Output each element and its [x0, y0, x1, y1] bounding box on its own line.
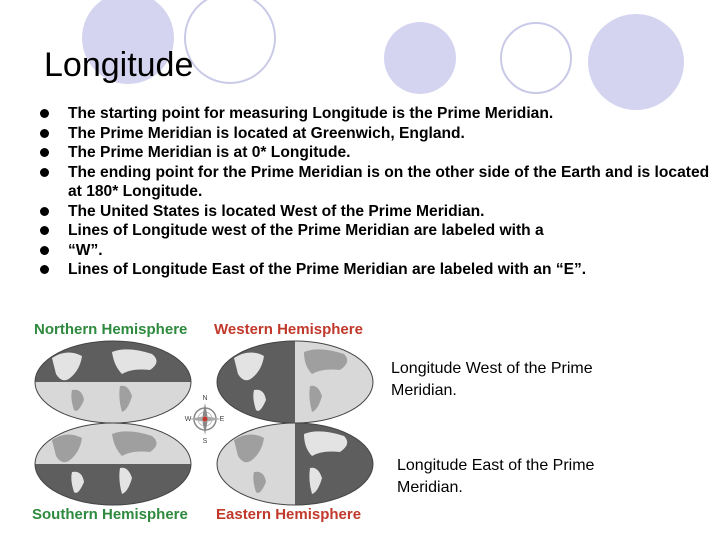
northern-hemisphere-label: Northern Hemisphere — [34, 321, 188, 338]
bullet-text: The ending point for the Prime Meridian is on the other side of the Earth and is located at 180* Longitude. — [68, 163, 710, 200]
list-item — [40, 143, 710, 163]
bullet-text: Lines of Longitude East of the Prime Meridian are labeled with an “E”. — [68, 261, 587, 278]
decor-ring — [500, 22, 572, 94]
list-item — [40, 202, 710, 222]
bullet-list — [40, 104, 710, 280]
bullet-text: “W”. — [68, 241, 103, 259]
southern-hemisphere-globe — [32, 420, 194, 508]
southern-hemisphere-label: Southern Hemisphere — [32, 506, 188, 523]
slide-title: Longitude — [44, 46, 194, 84]
compass-north-label: N — [202, 395, 208, 402]
bullet-icon — [40, 109, 49, 118]
bullet-icon — [40, 168, 49, 177]
bullet-text: The Prime Meridian is located at Greenwich, England. — [68, 124, 465, 142]
bullet-text: The United States is located West of the Prime Meridian. — [68, 202, 485, 220]
bullet-text: The Prime Meridian is at 0* Longitude. — [68, 144, 351, 161]
bullet-icon — [40, 148, 49, 157]
list-item — [40, 104, 710, 124]
caption-east: Longitude East of the Prime Meridian. — [397, 457, 595, 496]
compass-rose-icon — [186, 392, 224, 444]
caption-west: Longitude West of the Prime Meridian. — [391, 360, 593, 399]
list-item — [40, 241, 710, 261]
western-hemisphere-label: Western Hemisphere — [214, 321, 363, 338]
eastern-hemisphere-label: Eastern Hemisphere — [216, 506, 362, 523]
bullet-icon — [40, 226, 49, 235]
bullet-icon — [40, 246, 49, 255]
decor-circle — [384, 22, 456, 94]
bullet-text: The starting point for measuring Longitude is the Prime Meridian. — [68, 105, 554, 122]
list-item — [40, 124, 710, 144]
list-item — [40, 221, 710, 241]
list-item — [40, 163, 710, 202]
compass-south-label: S — [202, 438, 208, 445]
bullet-icon — [40, 207, 49, 216]
bullet-icon — [40, 265, 49, 274]
decor-ring — [184, 0, 276, 84]
compass-east-label: E — [219, 416, 225, 423]
eastern-hemisphere-globe — [214, 420, 376, 508]
bullet-icon — [40, 129, 49, 138]
bullet-text: Lines of Longitude west of the Prime Meridian are labeled with a — [68, 222, 544, 239]
compass-west-label: W — [184, 416, 192, 423]
western-hemisphere-globe — [214, 338, 376, 426]
list-item — [40, 260, 710, 280]
decor-circle — [588, 14, 684, 110]
northern-hemisphere-globe — [32, 338, 194, 426]
